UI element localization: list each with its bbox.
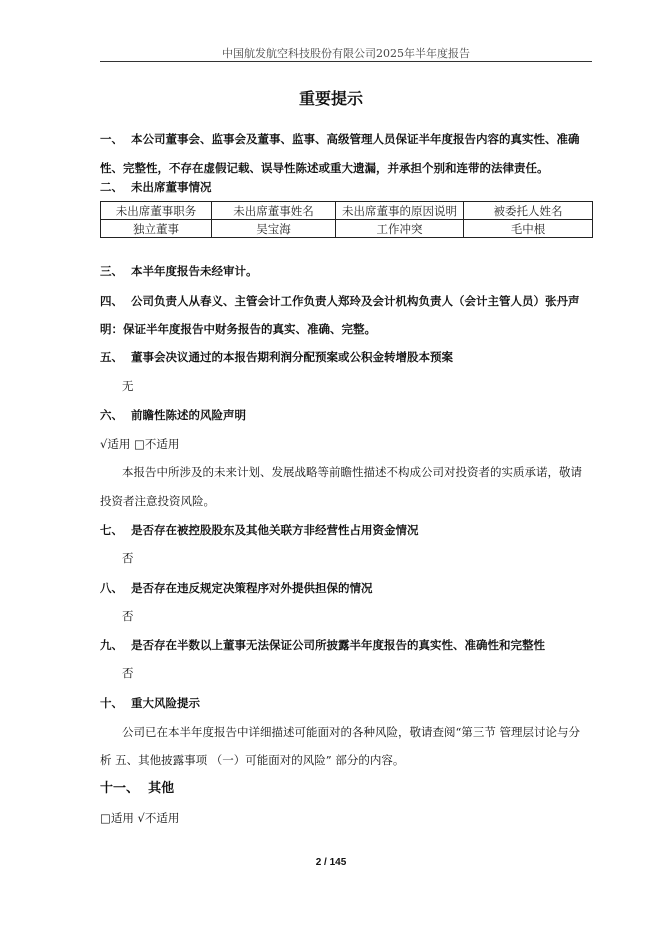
section-6-number: 六、 bbox=[100, 408, 123, 422]
section-1-line-2: 性、完整性，不存在虚假记载、误导性陈述或重大遗漏，并承担个别和连带的法律责任。 bbox=[100, 161, 549, 175]
section-10-title: 重大风险提示 bbox=[131, 696, 201, 710]
section-4-line-2: 明：保证半年度报告中财务报告的真实、准确、完整。 bbox=[100, 322, 376, 336]
section-11-title: 其他 bbox=[148, 781, 175, 796]
table-header-cell: 未出席董事职务 bbox=[101, 202, 212, 220]
section-2-heading bbox=[100, 178, 592, 196]
section-9-content: 否 bbox=[122, 666, 134, 680]
section-5-title: 董事会决议通过的本报告期利润分配预案或公积金转增股本预案 bbox=[131, 350, 454, 364]
section-1-number: 一、 bbox=[100, 132, 123, 146]
table-header-cell: 被委托人姓名 bbox=[464, 202, 593, 220]
section-4-line-1 bbox=[100, 292, 592, 310]
absent-directors-table bbox=[100, 201, 593, 238]
section-10-paragraph-line-1: 公司已在本半年度报告中详细描述可能面对的各种风险，敬请查阅“第三节 管理层讨论与分 bbox=[122, 725, 581, 739]
section-7-content: 否 bbox=[122, 551, 134, 565]
section-10-heading bbox=[100, 694, 592, 712]
section-3-title: 本半年度报告未经审计。 bbox=[131, 264, 258, 278]
section-3-number: 三、 bbox=[100, 264, 123, 278]
section-4-text: 公司负责人从春义、主管会计工作负责人郑玲及会计机构负责人（会计主管人员）张丹声 bbox=[131, 294, 580, 308]
table-cell: 工作冲突 bbox=[336, 220, 464, 238]
table-cell: 吴宝海 bbox=[212, 220, 336, 238]
section-7-number: 七、 bbox=[100, 523, 123, 537]
section-8-heading bbox=[100, 579, 592, 597]
table-header-row bbox=[101, 202, 593, 220]
section-8-content: 否 bbox=[122, 609, 134, 623]
section-5-heading bbox=[100, 348, 592, 366]
section-8-title: 是否存在违反规定决策程序对外提供担保的情况 bbox=[131, 581, 373, 595]
table-row bbox=[101, 220, 593, 238]
section-11-applicable: □适用 √不适用 bbox=[100, 811, 180, 825]
section-7-title: 是否存在被控股股东及其他关联方非经营性占用资金情况 bbox=[131, 523, 419, 537]
section-2-title: 未出席董事情况 bbox=[131, 180, 212, 194]
section-6-paragraph-line-1: 本报告中所涉及的未来计划、发展战略等前瞻性描述不构成公司对投资者的实质承诺，敬请 bbox=[122, 465, 582, 479]
section-6-paragraph-line-2: 投资者注意投资风险。 bbox=[100, 494, 215, 508]
table-cell: 毛中根 bbox=[464, 220, 593, 238]
section-6-heading bbox=[100, 406, 592, 424]
page-title: 重要提示 bbox=[298, 89, 363, 108]
table-header-cell: 未出席董事姓名 bbox=[212, 202, 336, 220]
section-1-line-1 bbox=[100, 130, 592, 148]
table-header-cell: 未出席董事的原因说明 bbox=[336, 202, 464, 220]
section-1-text: 本公司董事会、监事会及董事、监事、高级管理人员保证半年度报告内容的真实性、准确 bbox=[131, 132, 580, 146]
section-11-heading bbox=[100, 780, 592, 798]
header-divider bbox=[100, 61, 592, 62]
section-9-heading bbox=[100, 636, 592, 654]
section-4-number: 四、 bbox=[100, 294, 123, 308]
section-5-content: 无 bbox=[122, 379, 134, 393]
section-3-heading bbox=[100, 262, 592, 280]
section-10-paragraph-line-2: 析 五、其他披露事项 （一）可能面对的风险” 部分的内容。 bbox=[100, 753, 405, 767]
table-cell: 独立董事 bbox=[101, 220, 212, 238]
section-9-number: 九、 bbox=[100, 638, 123, 652]
section-5-number: 五、 bbox=[100, 350, 123, 364]
section-10-number: 十、 bbox=[100, 696, 123, 710]
page-number: 2 / 145 bbox=[315, 857, 347, 868]
section-11-number: 十一、 bbox=[100, 781, 140, 796]
section-8-number: 八、 bbox=[100, 581, 123, 595]
section-7-heading bbox=[100, 521, 592, 539]
report-header: 中国航发航空科技股份有限公司2025年半年度报告 bbox=[222, 47, 470, 60]
section-6-applicable: √适用 □不适用 bbox=[100, 437, 180, 451]
section-2-number: 二、 bbox=[100, 180, 123, 194]
section-9-title: 是否存在半数以上董事无法保证公司所披露半年度报告的真实性、准确性和完整性 bbox=[131, 638, 546, 652]
section-6-title: 前瞻性陈述的风险声明 bbox=[131, 408, 247, 422]
